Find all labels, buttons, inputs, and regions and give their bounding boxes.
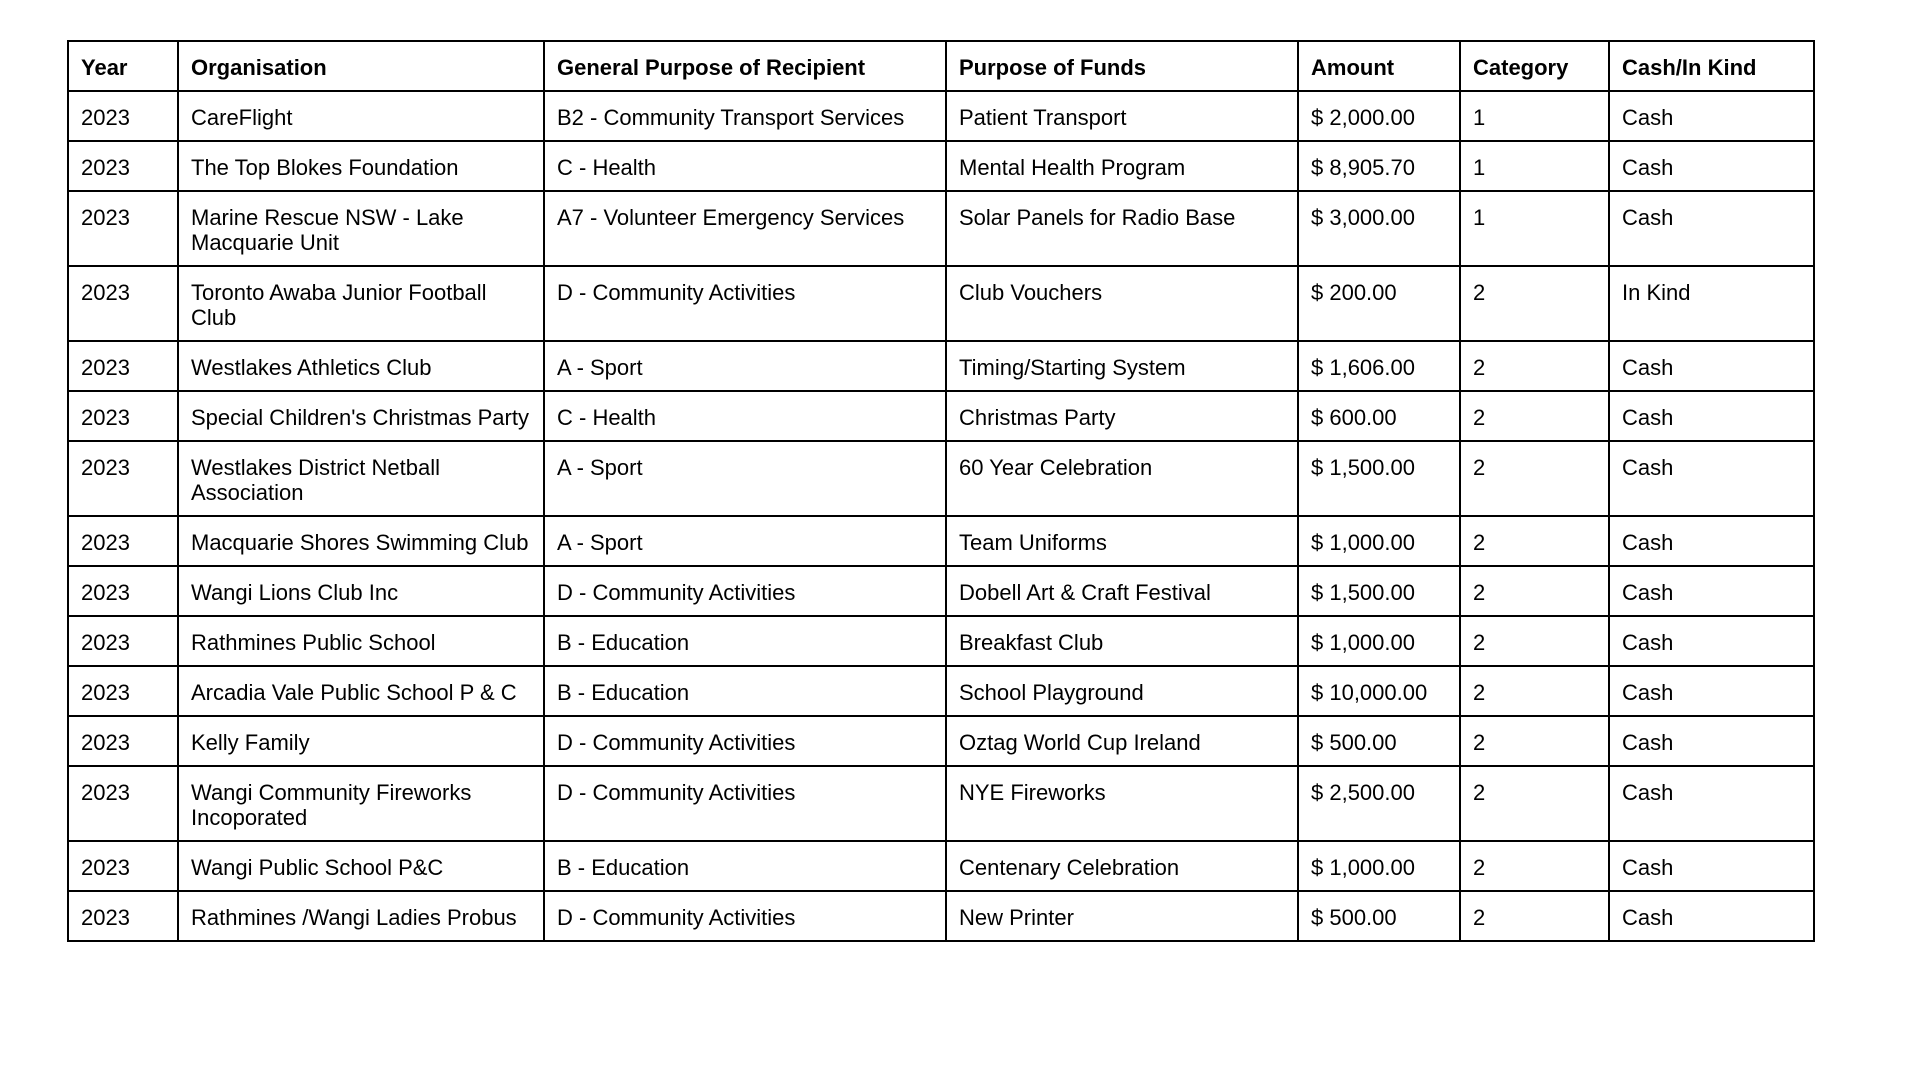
cell-general-purpose: D - Community Activities xyxy=(544,766,946,841)
header-organisation: Organisation xyxy=(178,41,544,91)
table-row xyxy=(68,141,1814,191)
cell-purpose-of-funds: Patient Transport xyxy=(946,91,1298,141)
cell-general-purpose: B2 - Community Transport Services xyxy=(544,91,946,141)
cell-cash-in-kind: Cash xyxy=(1609,666,1814,716)
cell-category: 2 xyxy=(1460,666,1609,716)
cell-category: 2 xyxy=(1460,891,1609,941)
table-row xyxy=(68,766,1814,841)
cell-amount: $ 500.00 xyxy=(1298,891,1460,941)
cell-cash-in-kind: Cash xyxy=(1609,441,1814,516)
cell-organisation: Arcadia Vale Public School P & C xyxy=(178,666,544,716)
table-row xyxy=(68,441,1814,516)
cell-year: 2023 xyxy=(68,841,178,891)
donations-table-container xyxy=(67,40,1815,942)
cell-cash-in-kind: Cash xyxy=(1609,341,1814,391)
cell-cash-in-kind: Cash xyxy=(1609,141,1814,191)
cell-organisation: Wangi Community Fireworks Incoporated xyxy=(178,766,544,841)
cell-cash-in-kind: In Kind xyxy=(1609,266,1814,341)
cell-category: 2 xyxy=(1460,841,1609,891)
cell-amount: $ 1,500.00 xyxy=(1298,566,1460,616)
cell-amount: $ 1,606.00 xyxy=(1298,341,1460,391)
cell-general-purpose: B - Education xyxy=(544,666,946,716)
cell-year: 2023 xyxy=(68,666,178,716)
header-year: Year xyxy=(68,41,178,91)
cell-purpose-of-funds: Christmas Party xyxy=(946,391,1298,441)
cell-purpose-of-funds: Timing/Starting System xyxy=(946,341,1298,391)
cell-amount: $ 1,000.00 xyxy=(1298,616,1460,666)
cell-cash-in-kind: Cash xyxy=(1609,566,1814,616)
cell-amount: $ 1,000.00 xyxy=(1298,841,1460,891)
table-header-row xyxy=(68,41,1814,91)
cell-year: 2023 xyxy=(68,566,178,616)
cell-amount: $ 500.00 xyxy=(1298,716,1460,766)
cell-purpose-of-funds: Oztag World Cup Ireland xyxy=(946,716,1298,766)
cell-cash-in-kind: Cash xyxy=(1609,91,1814,141)
cell-amount: $ 2,000.00 xyxy=(1298,91,1460,141)
table-row xyxy=(68,391,1814,441)
cell-purpose-of-funds: 60 Year Celebration xyxy=(946,441,1298,516)
cell-amount: $ 1,000.00 xyxy=(1298,516,1460,566)
cell-cash-in-kind: Cash xyxy=(1609,716,1814,766)
cell-category: 2 xyxy=(1460,341,1609,391)
cell-organisation: Rathmines Public School xyxy=(178,616,544,666)
cell-year: 2023 xyxy=(68,616,178,666)
cell-purpose-of-funds: Club Vouchers xyxy=(946,266,1298,341)
cell-purpose-of-funds: Team Uniforms xyxy=(946,516,1298,566)
table-row xyxy=(68,716,1814,766)
table-row xyxy=(68,341,1814,391)
cell-category: 2 xyxy=(1460,441,1609,516)
cell-general-purpose: A - Sport xyxy=(544,516,946,566)
cell-category: 2 xyxy=(1460,716,1609,766)
cell-organisation: Macquarie Shores Swimming Club xyxy=(178,516,544,566)
table-row xyxy=(68,891,1814,941)
cell-cash-in-kind: Cash xyxy=(1609,616,1814,666)
cell-purpose-of-funds: Mental Health Program xyxy=(946,141,1298,191)
cell-purpose-of-funds: Dobell Art & Craft Festival xyxy=(946,566,1298,616)
cell-purpose-of-funds: NYE Fireworks xyxy=(946,766,1298,841)
cell-year: 2023 xyxy=(68,891,178,941)
table-row xyxy=(68,666,1814,716)
header-cash-in-kind: Cash/In Kind xyxy=(1609,41,1814,91)
cell-category: 1 xyxy=(1460,191,1609,266)
header-purpose-of-funds: Purpose of Funds xyxy=(946,41,1298,91)
cell-amount: $ 200.00 xyxy=(1298,266,1460,341)
cell-amount: $ 10,000.00 xyxy=(1298,666,1460,716)
cell-year: 2023 xyxy=(68,191,178,266)
cell-category: 1 xyxy=(1460,91,1609,141)
cell-general-purpose: C - Health xyxy=(544,141,946,191)
cell-category: 1 xyxy=(1460,141,1609,191)
cell-organisation: Wangi Public School P&C xyxy=(178,841,544,891)
cell-year: 2023 xyxy=(68,716,178,766)
cell-amount: $ 8,905.70 xyxy=(1298,141,1460,191)
cell-organisation: CareFlight xyxy=(178,91,544,141)
cell-general-purpose: D - Community Activities xyxy=(544,266,946,341)
cell-organisation: The Top Blokes Foundation xyxy=(178,141,544,191)
table-row xyxy=(68,91,1814,141)
cell-purpose-of-funds: Breakfast Club xyxy=(946,616,1298,666)
cell-organisation: Rathmines /Wangi Ladies Probus xyxy=(178,891,544,941)
table-row xyxy=(68,566,1814,616)
cell-category: 2 xyxy=(1460,266,1609,341)
cell-general-purpose: A - Sport xyxy=(544,341,946,391)
cell-cash-in-kind: Cash xyxy=(1609,391,1814,441)
cell-cash-in-kind: Cash xyxy=(1609,191,1814,266)
cell-purpose-of-funds: Centenary Celebration xyxy=(946,841,1298,891)
cell-category: 2 xyxy=(1460,391,1609,441)
header-general-purpose: General Purpose of Recipient xyxy=(544,41,946,91)
cell-purpose-of-funds: School Playground xyxy=(946,666,1298,716)
table-row xyxy=(68,266,1814,341)
cell-organisation: Toronto Awaba Junior Football Club xyxy=(178,266,544,341)
cell-organisation: Wangi Lions Club Inc xyxy=(178,566,544,616)
cell-year: 2023 xyxy=(68,341,178,391)
cell-year: 2023 xyxy=(68,141,178,191)
cell-cash-in-kind: Cash xyxy=(1609,516,1814,566)
cell-cash-in-kind: Cash xyxy=(1609,766,1814,841)
cell-general-purpose: A7 - Volunteer Emergency Services xyxy=(544,191,946,266)
table-row xyxy=(68,191,1814,266)
table-row xyxy=(68,516,1814,566)
cell-general-purpose: C - Health xyxy=(544,391,946,441)
table-row xyxy=(68,841,1814,891)
header-category: Category xyxy=(1460,41,1609,91)
cell-general-purpose: A - Sport xyxy=(544,441,946,516)
cell-purpose-of-funds: New Printer xyxy=(946,891,1298,941)
cell-category: 2 xyxy=(1460,566,1609,616)
cell-year: 2023 xyxy=(68,391,178,441)
cell-category: 2 xyxy=(1460,766,1609,841)
cell-organisation: Westlakes Athletics Club xyxy=(178,341,544,391)
cell-amount: $ 2,500.00 xyxy=(1298,766,1460,841)
cell-organisation: Special Children's Christmas Party xyxy=(178,391,544,441)
cell-year: 2023 xyxy=(68,441,178,516)
cell-purpose-of-funds: Solar Panels for Radio Base xyxy=(946,191,1298,266)
header-amount: Amount xyxy=(1298,41,1460,91)
cell-year: 2023 xyxy=(68,91,178,141)
cell-organisation: Westlakes District Netball Association xyxy=(178,441,544,516)
cell-amount: $ 600.00 xyxy=(1298,391,1460,441)
cell-organisation: Kelly Family xyxy=(178,716,544,766)
cell-cash-in-kind: Cash xyxy=(1609,891,1814,941)
cell-cash-in-kind: Cash xyxy=(1609,841,1814,891)
cell-general-purpose: D - Community Activities xyxy=(544,891,946,941)
cell-organisation: Marine Rescue NSW - Lake Macquarie Unit xyxy=(178,191,544,266)
cell-year: 2023 xyxy=(68,766,178,841)
cell-general-purpose: D - Community Activities xyxy=(544,566,946,616)
donations-table xyxy=(67,40,1815,942)
cell-general-purpose: B - Education xyxy=(544,616,946,666)
cell-year: 2023 xyxy=(68,516,178,566)
cell-general-purpose: B - Education xyxy=(544,841,946,891)
cell-amount: $ 3,000.00 xyxy=(1298,191,1460,266)
cell-category: 2 xyxy=(1460,516,1609,566)
cell-category: 2 xyxy=(1460,616,1609,666)
cell-amount: $ 1,500.00 xyxy=(1298,441,1460,516)
table-row xyxy=(68,616,1814,666)
cell-general-purpose: D - Community Activities xyxy=(544,716,946,766)
cell-year: 2023 xyxy=(68,266,178,341)
